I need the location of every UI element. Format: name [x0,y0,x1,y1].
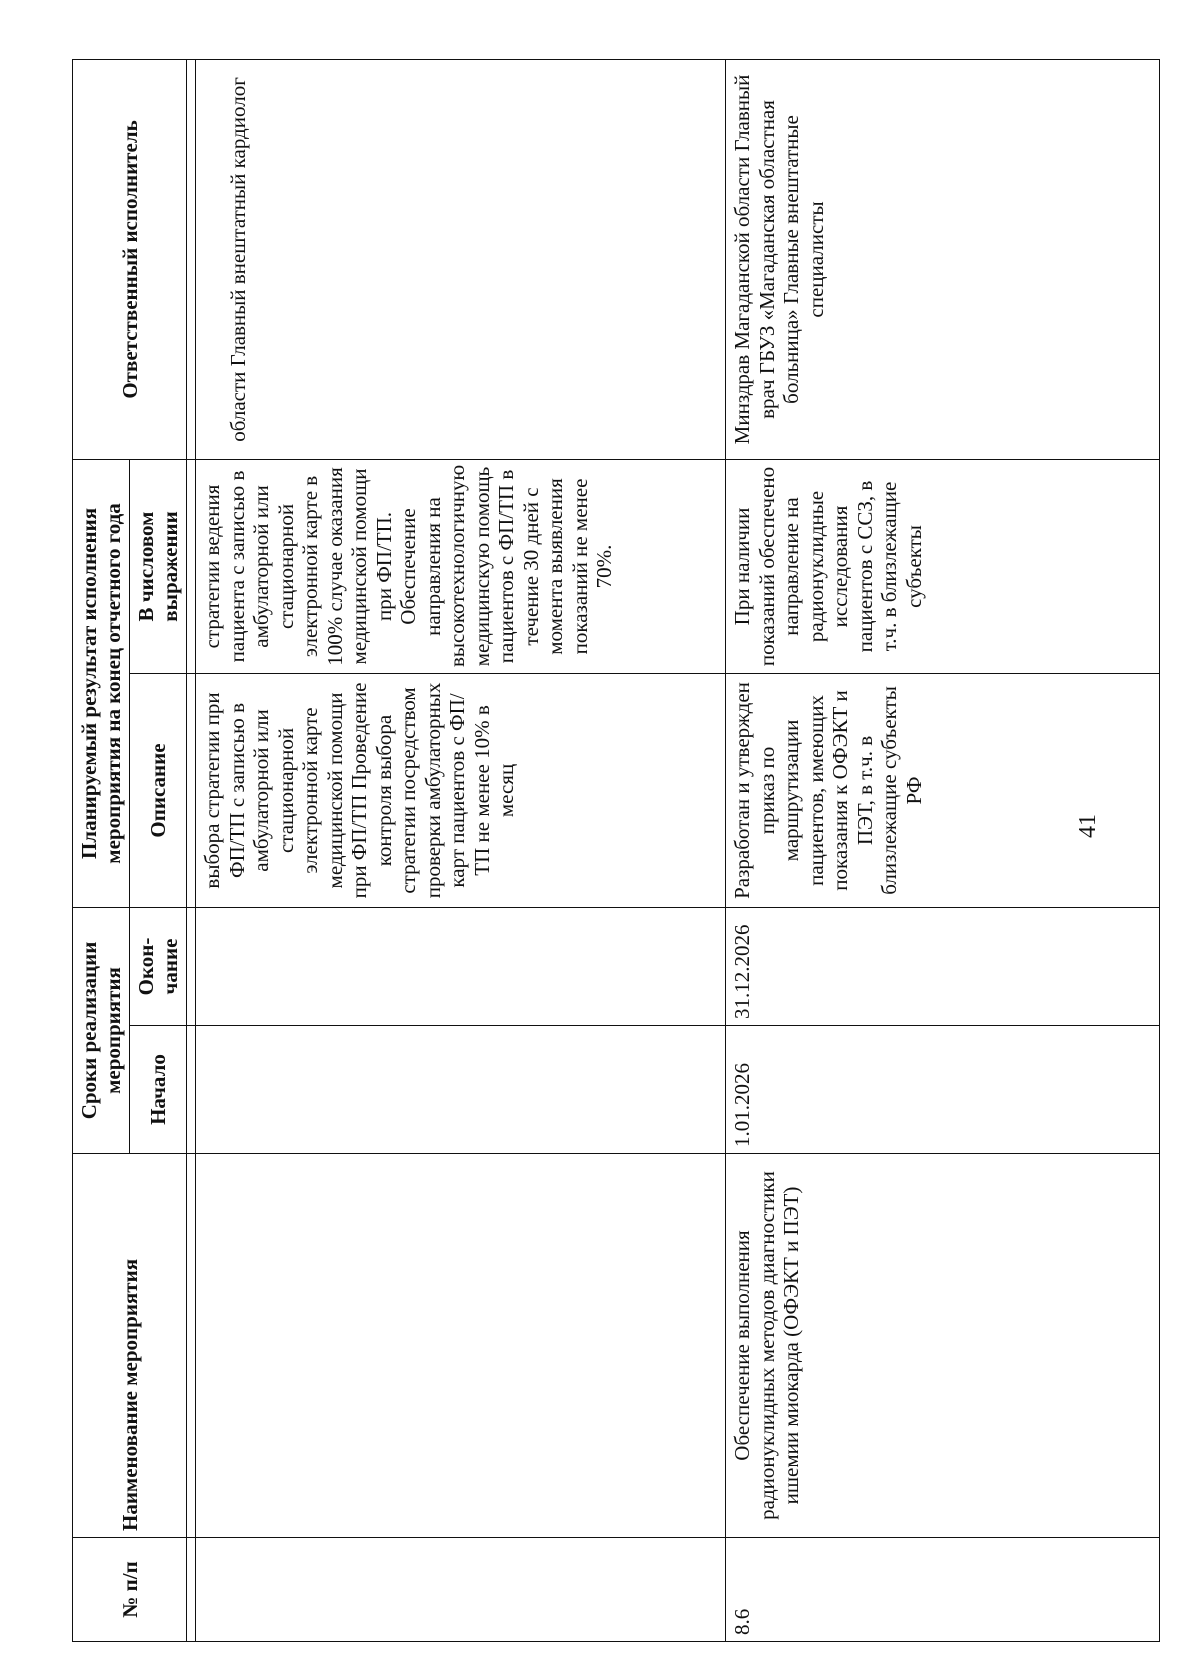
header-start: Начало [130,1026,187,1154]
row-num: 8.6 [726,1538,1160,1642]
page-number: 41 [1075,814,1101,838]
header-responsible: Ответственный исполнитель [73,59,187,459]
table-row [726,59,1160,1641]
row-responsible: Минздрав Магаданской области Главный врач ГБУЗ «Магаданская областная больница» Главные внештатные специалисты [726,59,1160,459]
measures-table [72,59,1160,1642]
header-result: Планируемый результат исполнения мероприятия на конец отчетного года [73,459,130,907]
header-end: Окон-чание [130,907,187,1025]
blank-spacer-row [187,59,196,1641]
table-row [196,59,726,1641]
row-numeric: При наличии показаний обеспечено направление на радионуклидные исследования пациентов с ССЗ, в т.ч. в близлежащие субъекты [726,459,1160,673]
row-description: Разработан и утвержден приказ по маршрутизации пациентов, имеющих показания к ОФЭКТ и ПЭТ, в т.ч. в близлежащие субъекты РФ [726,673,1160,907]
row-end [196,907,726,1025]
header-numeric: В числовом выражении [130,459,187,673]
header-terms: Сроки реализации мероприятия [73,907,130,1153]
header-num: № п/п [73,1538,187,1642]
row-start [196,1026,726,1154]
row-name: Обеспечение выполнения радионуклидных методов диагностики ишемии миокарда (ОФЭКТ и ПЭТ) [726,1154,1160,1538]
row-name [196,1154,726,1538]
header-description: Описание [130,673,187,907]
header-row-1 [73,59,130,1641]
row-end: 31.12.2026 [726,907,1160,1025]
row-responsible: области Главный внештатный кардиолог [196,59,726,459]
row-description: выбора стратегии при ФП/ТП с записью в амбулаторной или стационарной электронной карте медицинской помощи при ФП/ТП Проведение контроля выбора стратегии посредством проверки амбулаторных карт пациентов с ФП/ТП не менее 10% в месяц [196,673,726,907]
row-numeric: стратегии ведения пациента с записью в амбулаторной или стационарной электронной карте в 100% случае оказания медицинской помощи при ФП/ТП. Обеспечение направления на высокотехнологичную медицинскую помощь пациентов с ФП/ТП в течение 30 дней с момента выявления показаний не менее 70%. [196,459,726,673]
row-start: 1.01.2026 [726,1026,1160,1154]
header-name: Наименование мероприятия [73,1154,187,1538]
row-num [196,1538,726,1642]
